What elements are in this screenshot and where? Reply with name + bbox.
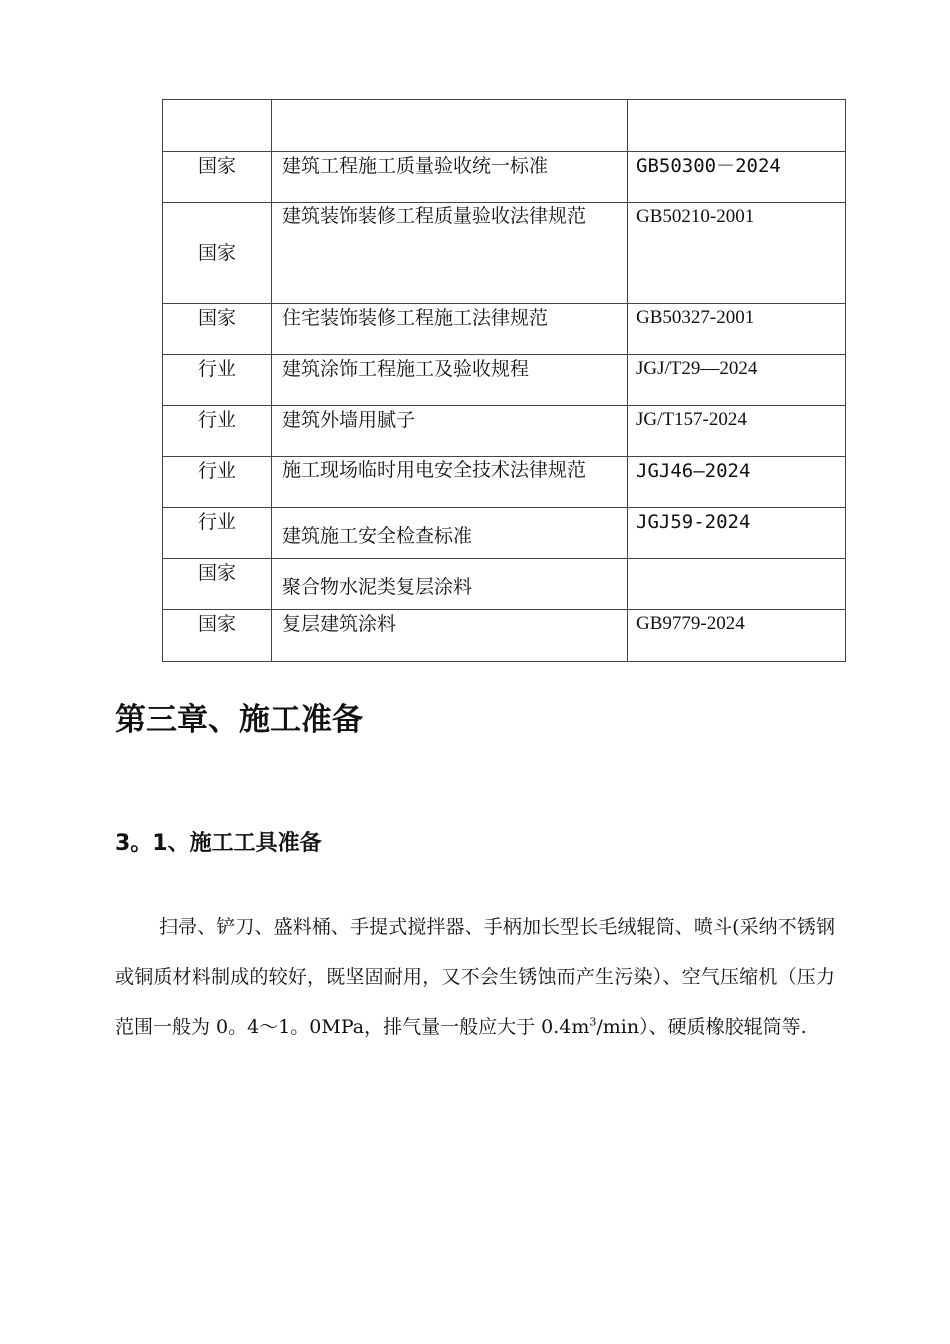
level-cell: 国家 — [197, 155, 236, 177]
code-cell: GB50210-2001 — [636, 206, 755, 227]
code-cell: JGJ46—2024 — [636, 460, 751, 482]
table-row — [163, 203, 846, 304]
standards-table — [162, 99, 846, 662]
level-cell: 行业 — [197, 460, 236, 482]
chapter-title: 第三章、施工准备 — [115, 702, 363, 738]
section-title: 3。1、施工工具准备 — [115, 831, 322, 856]
code-cell: GB9779-2024 — [636, 613, 745, 634]
level-cell: 行业 — [197, 511, 236, 533]
name-cell: 建筑工程施工质量验收统一标准 — [282, 155, 549, 177]
level-cell: 行业 — [197, 358, 236, 380]
code-cell: GB50327-2001 — [636, 307, 755, 328]
table-row — [163, 559, 846, 610]
name-cell — [272, 100, 628, 152]
level-cell: 行业 — [197, 409, 236, 431]
name-cell: 建筑外墙用腻子 — [282, 409, 416, 431]
table-row — [163, 100, 846, 152]
body-text: 扫帚、铲刀、盛料桶、手提式搅拌器、手柄加长型长毛绒辊筒、喷斗(采纳不锈钢或铜质材料制成的较好，既坚固耐用，又不会生锈蚀而产生污染）、空气压缩机（压力范围一般为 0。4～1。0MPa，排气量一般应大于 0.4m — [115, 916, 835, 1038]
table-row — [163, 406, 846, 457]
code-cell — [628, 559, 846, 610]
code-cell: JGJ/T29—2024 — [636, 358, 758, 379]
level-cell: 国家 — [197, 613, 236, 635]
table-row — [163, 355, 846, 406]
superscript: 3 — [589, 1015, 597, 1029]
name-cell: 聚合物水泥类复层涂料 — [282, 576, 473, 598]
name-cell: 建筑装饰装修工程质量验收法律规范 — [282, 205, 587, 227]
table-row — [163, 457, 846, 508]
code-cell: GB50300－2024 — [636, 155, 781, 177]
name-cell: 建筑涂饰工程施工及验收规程 — [282, 358, 530, 380]
name-cell: 住宅装饰装修工程施工法律规范 — [282, 307, 549, 329]
table-row — [163, 610, 846, 662]
name-cell: 施工现场临时用电安全技术法律规范 — [282, 459, 587, 481]
table-row — [163, 304, 846, 355]
level-cell: 国家 — [197, 307, 236, 329]
name-cell: 建筑施工安全检查标准 — [282, 525, 473, 547]
code-cell: JG/T157-2024 — [636, 409, 747, 430]
name-cell: 复层建筑涂料 — [282, 613, 397, 635]
table-row — [163, 152, 846, 203]
code-cell — [628, 100, 846, 152]
level-cell: 国家 — [197, 562, 236, 584]
code-cell: JGJ59-2024 — [636, 511, 751, 533]
level-cell — [163, 100, 272, 152]
body-text-end: /min）、硬质橡胶辊筒等. — [596, 1016, 807, 1038]
body-paragraph — [115, 902, 835, 1052]
level-cell: 国家 — [197, 242, 236, 264]
table-row — [163, 508, 846, 559]
